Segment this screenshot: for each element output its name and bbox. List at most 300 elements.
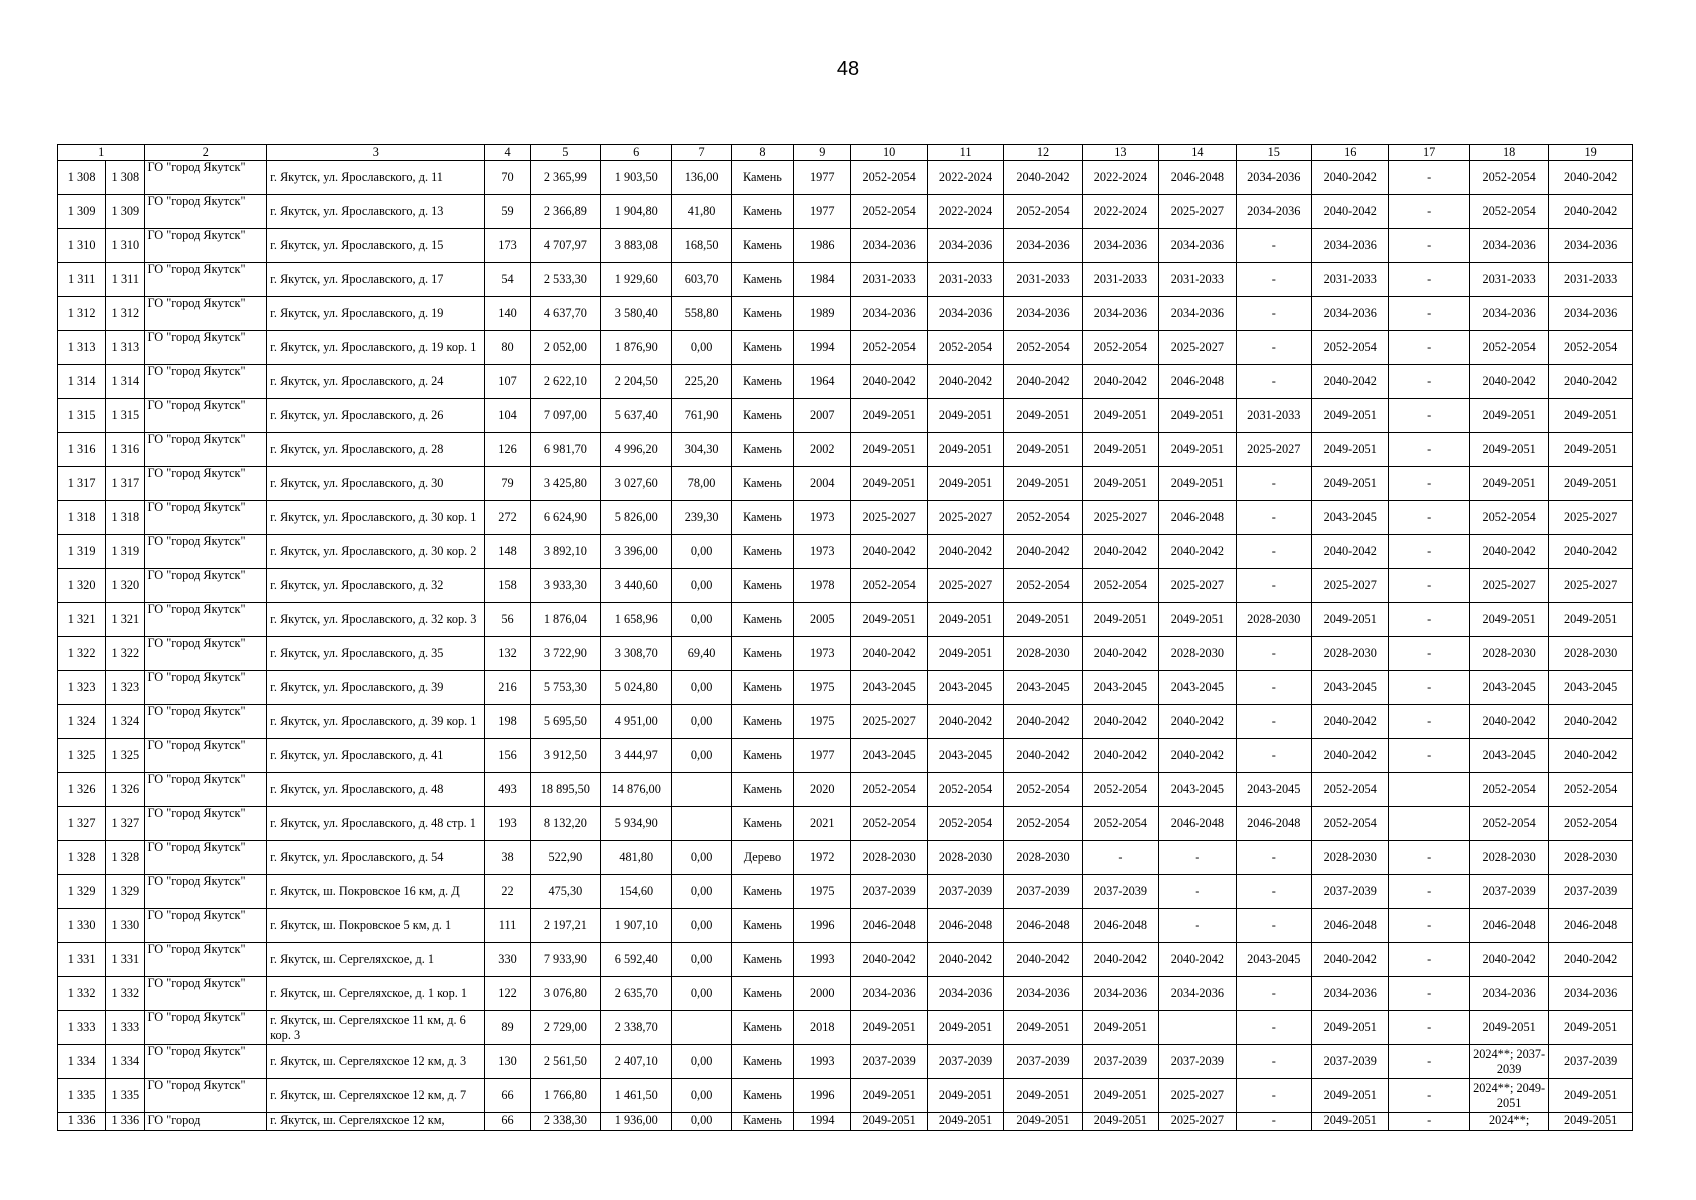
table-cell-col-3: ГО "город Якутск" xyxy=(145,1045,267,1079)
table-cell-col-14: 2031-2033 xyxy=(1082,263,1158,297)
table-cell-col-18: - xyxy=(1389,1011,1469,1045)
table-cell-col-6: 6 624,90 xyxy=(530,501,600,535)
table-cell-col-4: г. Якутск, ул. Ярославского, д. 48 xyxy=(267,773,485,807)
table-cell-col-1: 1 332 xyxy=(58,977,106,1011)
table-cell-col-2: 1 308 xyxy=(106,161,145,195)
table-cell-col-14: 2034-2036 xyxy=(1082,977,1158,1011)
table-cell-col-19: 2031-2033 xyxy=(1469,263,1548,297)
table-cell-col-20: 2052-2054 xyxy=(1549,331,1633,365)
table-cell-col-2: 1 311 xyxy=(106,263,145,297)
table-cell-col-5: 54 xyxy=(485,263,530,297)
table-cell-col-10: 1973 xyxy=(794,501,851,535)
table-cell-col-3: ГО "город Якутск" xyxy=(145,467,267,501)
table-cell-col-15: 2049-2051 xyxy=(1159,399,1236,433)
table-cell-col-14: 2040-2042 xyxy=(1082,739,1158,773)
table-cell-col-9: Камень xyxy=(731,943,793,977)
table-row xyxy=(58,1079,1633,1113)
table-cell-col-2: 1 334 xyxy=(106,1045,145,1079)
table-cell-col-11: 2049-2051 xyxy=(851,603,927,637)
table-cell-col-9: Камень xyxy=(731,1011,793,1045)
table-cell-col-9: Камень xyxy=(731,977,793,1011)
table-cell-col-3: ГО "город Якутск" xyxy=(145,773,267,807)
table-cell-col-16: - xyxy=(1236,637,1311,671)
table-cell-col-4: г. Якутск, ул. Ярославского, д. 13 xyxy=(267,195,485,229)
table-cell-col-18: - xyxy=(1389,263,1469,297)
table-cell-col-15: 2034-2036 xyxy=(1159,229,1236,263)
table-cell-col-4: г. Якутск, ул. Ярославского, д. 28 xyxy=(267,433,485,467)
table-cell-col-12: 2025-2027 xyxy=(927,569,1003,603)
table-cell-col-13: 2049-2051 xyxy=(1004,603,1082,637)
table-cell-col-18: - xyxy=(1389,1045,1469,1079)
table-cell-col-11: 2034-2036 xyxy=(851,229,927,263)
table-cell-col-10: 2005 xyxy=(794,603,851,637)
table-cell-col-3: ГО "город Якутск" xyxy=(145,501,267,535)
table-cell-col-10: 1986 xyxy=(794,229,851,263)
table-cell-col-5: 126 xyxy=(485,433,530,467)
table-cell-col-13: 2037-2039 xyxy=(1004,875,1082,909)
table-cell-col-7: 4 951,00 xyxy=(601,705,672,739)
table-cell-col-19: 2052-2054 xyxy=(1469,773,1548,807)
table-row xyxy=(58,229,1633,263)
table-cell-col-19: 2028-2030 xyxy=(1469,841,1548,875)
table-cell-col-8: 0,00 xyxy=(672,943,731,977)
table-cell-col-2: 1 324 xyxy=(106,705,145,739)
table-cell-col-6: 2 052,00 xyxy=(530,331,600,365)
table-row xyxy=(58,705,1633,739)
table-cell-col-15: 2040-2042 xyxy=(1159,705,1236,739)
table-cell-col-5: 107 xyxy=(485,365,530,399)
table-cell-col-17: 2049-2051 xyxy=(1312,1113,1389,1131)
table-cell-col-7: 1 658,96 xyxy=(601,603,672,637)
header-cell-10: 10 xyxy=(851,145,927,161)
table-cell-col-3: ГО "город Якутск" xyxy=(145,807,267,841)
table-cell-col-15: 2049-2051 xyxy=(1159,433,1236,467)
table-cell-col-1: 1 313 xyxy=(58,331,106,365)
table-cell-col-3: ГО "город Якутск" xyxy=(145,603,267,637)
table-cell-col-17: 2040-2042 xyxy=(1312,943,1389,977)
table-cell-col-12: 2049-2051 xyxy=(927,603,1003,637)
table-cell-col-12: 2034-2036 xyxy=(927,297,1003,331)
table-cell-col-3: ГО "город Якутск" xyxy=(145,263,267,297)
table-cell-col-9: Камень xyxy=(731,603,793,637)
table-cell-col-17: 2025-2027 xyxy=(1312,569,1389,603)
table-cell-col-5: 66 xyxy=(485,1079,530,1113)
table-cell-col-10: 2018 xyxy=(794,1011,851,1045)
table-cell-col-12: 2034-2036 xyxy=(927,229,1003,263)
table-cell-col-12: 2037-2039 xyxy=(927,875,1003,909)
table-cell-col-16: - xyxy=(1236,1079,1311,1113)
table-cell-col-18: - xyxy=(1389,705,1469,739)
table-cell-col-12: 2049-2051 xyxy=(927,399,1003,433)
table-cell-col-13: 2049-2051 xyxy=(1004,467,1082,501)
table-cell-col-6: 4 707,97 xyxy=(530,229,600,263)
table-cell-col-5: 22 xyxy=(485,875,530,909)
table-cell-col-11: 2049-2051 xyxy=(851,1079,927,1113)
table-row xyxy=(58,773,1633,807)
table-row xyxy=(58,365,1633,399)
table-cell-col-16: - xyxy=(1236,569,1311,603)
table-cell-col-14: 2049-2051 xyxy=(1082,1011,1158,1045)
table-cell-col-11: 2052-2054 xyxy=(851,569,927,603)
table-row xyxy=(58,297,1633,331)
table-cell-col-7: 3 580,40 xyxy=(601,297,672,331)
table-cell-col-1: 1 330 xyxy=(58,909,106,943)
table-cell-col-7: 3 027,60 xyxy=(601,467,672,501)
table-cell-col-18: - xyxy=(1389,875,1469,909)
table-cell-col-14: 2052-2054 xyxy=(1082,773,1158,807)
table-cell-col-4: г. Якутск, ш. Сергеляхское 11 км, д. 6 кор. 3 xyxy=(267,1011,485,1045)
table-cell-col-8: 0,00 xyxy=(672,1045,731,1079)
table-row xyxy=(58,671,1633,705)
table-cell-col-2: 1 331 xyxy=(106,943,145,977)
table-cell-col-4: г. Якутск, ул. Ярославского, д. 24 xyxy=(267,365,485,399)
table-cell-col-10: 1996 xyxy=(794,909,851,943)
table-cell-col-3: ГО "город Якутск" xyxy=(145,365,267,399)
table-cell-col-2: 1 333 xyxy=(106,1011,145,1045)
table-cell-col-18: - xyxy=(1389,1113,1469,1131)
table-cell-col-18: - xyxy=(1389,671,1469,705)
table-cell-col-20: 2052-2054 xyxy=(1549,773,1633,807)
table-cell-col-17: 2049-2051 xyxy=(1312,399,1389,433)
table-cell-col-1: 1 336 xyxy=(58,1113,106,1131)
table-cell-col-9: Камень xyxy=(731,263,793,297)
table-cell-col-19: 2024**; xyxy=(1469,1113,1548,1131)
table-cell-col-12: 2052-2054 xyxy=(927,773,1003,807)
table-row xyxy=(58,603,1633,637)
page-number: 48 xyxy=(836,58,860,80)
table-cell-col-3: ГО "город Якутск" xyxy=(145,331,267,365)
table-cell-col-8: 0,00 xyxy=(672,671,731,705)
table-cell-col-18: - xyxy=(1389,943,1469,977)
table-cell-col-9: Камень xyxy=(731,195,793,229)
table-cell-col-11: 2040-2042 xyxy=(851,637,927,671)
table-cell-col-2: 1 323 xyxy=(106,671,145,705)
table-cell-col-6: 3 933,30 xyxy=(530,569,600,603)
table-cell-col-4: г. Якутск, ул. Ярославского, д. 32 xyxy=(267,569,485,603)
table-cell-col-12: 2043-2045 xyxy=(927,671,1003,705)
table-cell-col-8: 0,00 xyxy=(672,331,731,365)
table-cell-col-17: 2028-2030 xyxy=(1312,637,1389,671)
table-cell-col-14: 2040-2042 xyxy=(1082,943,1158,977)
header-cell-19: 19 xyxy=(1549,145,1633,161)
table-cell-col-10: 1993 xyxy=(794,1045,851,1079)
header-cell-13: 13 xyxy=(1082,145,1158,161)
table-cell-col-1: 1 327 xyxy=(58,807,106,841)
table-cell-col-16: - xyxy=(1236,467,1311,501)
table-cell-col-2: 1 318 xyxy=(106,501,145,535)
table-cell-col-8: 0,00 xyxy=(672,705,731,739)
table-cell-col-18: - xyxy=(1389,433,1469,467)
table-cell-col-16: 2046-2048 xyxy=(1236,807,1311,841)
table-row xyxy=(58,943,1633,977)
table-cell-col-9: Камень xyxy=(731,501,793,535)
table-cell-col-14: 2049-2051 xyxy=(1082,603,1158,637)
table-header xyxy=(58,145,1633,161)
table-cell-col-10: 1994 xyxy=(794,1113,851,1131)
table-cell-col-10: 2020 xyxy=(794,773,851,807)
table-cell-col-3: ГО "город Якутск" xyxy=(145,569,267,603)
table-cell-col-8: 0,00 xyxy=(672,739,731,773)
table-cell-col-15: 2046-2048 xyxy=(1159,807,1236,841)
table-row xyxy=(58,637,1633,671)
table-cell-col-11: 2040-2042 xyxy=(851,365,927,399)
table-cell-col-6: 3 892,10 xyxy=(530,535,600,569)
table-cell-col-7: 2 338,70 xyxy=(601,1011,672,1045)
table-cell-col-9: Камень xyxy=(731,161,793,195)
table-cell-col-12: 2049-2051 xyxy=(927,433,1003,467)
table-cell-col-13: 2049-2051 xyxy=(1004,1011,1082,1045)
table-cell-col-14: 2052-2054 xyxy=(1082,331,1158,365)
table-cell-col-16: - xyxy=(1236,297,1311,331)
table-cell-col-18: - xyxy=(1389,739,1469,773)
table-cell-col-12: 2052-2054 xyxy=(927,807,1003,841)
table-cell-col-9: Камень xyxy=(731,365,793,399)
table-cell-col-20: 2049-2051 xyxy=(1549,1113,1633,1131)
table-cell-col-20: 2043-2045 xyxy=(1549,671,1633,705)
table-cell-col-9: Камень xyxy=(731,467,793,501)
table-cell-col-12: 2049-2051 xyxy=(927,1079,1003,1113)
table-cell-col-2: 1 316 xyxy=(106,433,145,467)
table-cell-col-17: 2052-2054 xyxy=(1312,331,1389,365)
header-cell-15: 15 xyxy=(1236,145,1311,161)
table-cell-col-14: 2040-2042 xyxy=(1082,705,1158,739)
table-cell-col-10: 1984 xyxy=(794,263,851,297)
table-cell-col-16: 2031-2033 xyxy=(1236,399,1311,433)
table-cell-col-4: г. Якутск, ш. Покровское 5 км, д. 1 xyxy=(267,909,485,943)
header-cell-4: 4 xyxy=(485,145,530,161)
table-cell-col-5: 156 xyxy=(485,739,530,773)
table-cell-col-3: ГО "город Якутск" xyxy=(145,977,267,1011)
table-cell-col-10: 1978 xyxy=(794,569,851,603)
table-cell-col-20: 2049-2051 xyxy=(1549,399,1633,433)
table-cell-col-1: 1 334 xyxy=(58,1045,106,1079)
table-cell-col-15: 2043-2045 xyxy=(1159,773,1236,807)
table-cell-col-3: ГО "город Якутск" xyxy=(145,1079,267,1113)
table-cell-col-14: 2046-2048 xyxy=(1082,909,1158,943)
table-cell-col-19: 2034-2036 xyxy=(1469,229,1548,263)
table-cell-col-1: 1 314 xyxy=(58,365,106,399)
table-cell-col-6: 6 981,70 xyxy=(530,433,600,467)
table-cell-col-10: 1975 xyxy=(794,705,851,739)
table-cell-col-6: 7 097,00 xyxy=(530,399,600,433)
table-row xyxy=(58,263,1633,297)
table-cell-col-8: 78,00 xyxy=(672,467,731,501)
table-cell-col-15: 2046-2048 xyxy=(1159,161,1236,195)
table-cell-col-6: 3 076,80 xyxy=(530,977,600,1011)
table-cell-col-12: 2031-2033 xyxy=(927,263,1003,297)
table-cell-col-6: 2 338,30 xyxy=(530,1113,600,1131)
table-cell-col-9: Камень xyxy=(731,1113,793,1131)
table-cell-col-18: - xyxy=(1389,909,1469,943)
table-cell-col-7: 3 396,00 xyxy=(601,535,672,569)
table-cell-col-14: 2040-2042 xyxy=(1082,365,1158,399)
table-row xyxy=(58,1045,1633,1079)
table-cell-col-15: 2046-2048 xyxy=(1159,501,1236,535)
table-cell-col-18 xyxy=(1389,807,1469,841)
table-cell-col-19: 2052-2054 xyxy=(1469,161,1548,195)
table-cell-col-10: 1996 xyxy=(794,1079,851,1113)
table-cell-col-10: 1964 xyxy=(794,365,851,399)
table-row xyxy=(58,807,1633,841)
table-cell-col-1: 1 308 xyxy=(58,161,106,195)
table-cell-col-8: 0,00 xyxy=(672,841,731,875)
table-cell-col-7: 3 444,97 xyxy=(601,739,672,773)
table-cell-col-4: г. Якутск, ул. Ярославского, д. 39 кор. 1 xyxy=(267,705,485,739)
table-cell-col-6: 2 365,99 xyxy=(530,161,600,195)
table-cell-col-13: 2052-2054 xyxy=(1004,195,1082,229)
table-cell-col-12: 2025-2027 xyxy=(927,501,1003,535)
table-cell-col-4: г. Якутск, ш. Сергеляхское 12 км, xyxy=(267,1113,485,1131)
table-cell-col-12: 2040-2042 xyxy=(927,535,1003,569)
table-cell-col-20: 2025-2027 xyxy=(1549,569,1633,603)
table-cell-col-15: 2046-2048 xyxy=(1159,365,1236,399)
table-cell-col-16: 2043-2045 xyxy=(1236,943,1311,977)
table-cell-col-2: 1 325 xyxy=(106,739,145,773)
table-cell-col-7: 1 903,50 xyxy=(601,161,672,195)
table-cell-col-17: 2037-2039 xyxy=(1312,1045,1389,1079)
table-row xyxy=(58,569,1633,603)
table-cell-col-19: 2043-2045 xyxy=(1469,671,1548,705)
table-cell-col-11: 2034-2036 xyxy=(851,977,927,1011)
table-cell-col-13: 2034-2036 xyxy=(1004,297,1082,331)
table-cell-col-18: - xyxy=(1389,1079,1469,1113)
table-cell-col-1: 1 320 xyxy=(58,569,106,603)
table-cell-col-5: 193 xyxy=(485,807,530,841)
table-cell-col-18: - xyxy=(1389,399,1469,433)
table-cell-col-13: 2040-2042 xyxy=(1004,161,1082,195)
table-cell-col-19: 2049-2051 xyxy=(1469,467,1548,501)
table-cell-col-7: 6 592,40 xyxy=(601,943,672,977)
table-cell-col-19: 2049-2051 xyxy=(1469,603,1548,637)
table-cell-col-5: 140 xyxy=(485,297,530,331)
table-cell-col-20: 2031-2033 xyxy=(1549,263,1633,297)
table-cell-col-8: 0,00 xyxy=(672,569,731,603)
table-cell-col-20: 2025-2027 xyxy=(1549,501,1633,535)
table-body xyxy=(58,161,1633,1131)
table-cell-col-8: 0,00 xyxy=(672,909,731,943)
table-cell-col-9: Камень xyxy=(731,739,793,773)
table-cell-col-8: 225,20 xyxy=(672,365,731,399)
table-cell-col-10: 2021 xyxy=(794,807,851,841)
table-cell-col-10: 2004 xyxy=(794,467,851,501)
table-cell-col-20: 2052-2054 xyxy=(1549,807,1633,841)
table-cell-col-2: 1 329 xyxy=(106,875,145,909)
table-cell-col-17: 2049-2051 xyxy=(1312,467,1389,501)
table-cell-col-17: 2043-2045 xyxy=(1312,501,1389,535)
table-cell-col-13: 2028-2030 xyxy=(1004,841,1082,875)
table-cell-col-15: - xyxy=(1159,875,1236,909)
table-cell-col-8 xyxy=(672,807,731,841)
table-cell-col-7: 2 407,10 xyxy=(601,1045,672,1079)
table-row xyxy=(58,331,1633,365)
table-cell-col-9: Камень xyxy=(731,705,793,739)
table-cell-col-1: 1 310 xyxy=(58,229,106,263)
table-cell-col-15: 2049-2051 xyxy=(1159,467,1236,501)
table-row xyxy=(58,399,1633,433)
table-cell-col-15: 2043-2045 xyxy=(1159,671,1236,705)
table-cell-col-1: 1 326 xyxy=(58,773,106,807)
table-cell-col-20: 2040-2042 xyxy=(1549,195,1633,229)
table-cell-col-10: 2007 xyxy=(794,399,851,433)
table-cell-col-4: г. Якутск, ш. Сергеляхское 12 км, д. 7 xyxy=(267,1079,485,1113)
table-cell-col-6: 1 766,80 xyxy=(530,1079,600,1113)
table-cell-col-17: 2037-2039 xyxy=(1312,875,1389,909)
table-cell-col-20: 2049-2051 xyxy=(1549,603,1633,637)
table-cell-col-13: 2049-2051 xyxy=(1004,1113,1082,1131)
table-cell-col-3: ГО "город xyxy=(145,1113,267,1131)
table-cell-col-6: 2 622,10 xyxy=(530,365,600,399)
table-row xyxy=(58,841,1633,875)
table-cell-col-5: 59 xyxy=(485,195,530,229)
table-cell-col-9: Камень xyxy=(731,569,793,603)
table-cell-col-16: - xyxy=(1236,977,1311,1011)
table-cell-col-14: 2049-2051 xyxy=(1082,467,1158,501)
table-cell-col-16: - xyxy=(1236,909,1311,943)
table-cell-col-18: - xyxy=(1389,161,1469,195)
table-cell-col-13: 2052-2054 xyxy=(1004,773,1082,807)
table-cell-col-5: 79 xyxy=(485,467,530,501)
table-cell-col-6: 2 729,00 xyxy=(530,1011,600,1045)
table-cell-col-5: 89 xyxy=(485,1011,530,1045)
table-cell-col-19: 2049-2051 xyxy=(1469,1011,1548,1045)
table-cell-col-20: 2040-2042 xyxy=(1549,943,1633,977)
table-cell-col-18: - xyxy=(1389,297,1469,331)
table-cell-col-4: г. Якутск, ш. Сергеляхское 12 км, д. 3 xyxy=(267,1045,485,1079)
table-cell-col-17: 2049-2051 xyxy=(1312,603,1389,637)
table-cell-col-7: 1 907,10 xyxy=(601,909,672,943)
table-cell-col-7: 5 934,90 xyxy=(601,807,672,841)
table-cell-col-3: ГО "город Якутск" xyxy=(145,705,267,739)
table-cell-col-20: 2049-2051 xyxy=(1549,1011,1633,1045)
table-cell-col-4: г. Якутск, ул. Ярославского, д. 32 кор. 3 xyxy=(267,603,485,637)
table-cell-col-18: - xyxy=(1389,195,1469,229)
table-cell-col-9: Камень xyxy=(731,331,793,365)
table-cell-col-20: 2049-2051 xyxy=(1549,1079,1633,1113)
table-cell-col-16: 2028-2030 xyxy=(1236,603,1311,637)
table-cell-col-10: 1973 xyxy=(794,535,851,569)
table-cell-col-17: 2040-2042 xyxy=(1312,195,1389,229)
table-cell-col-8: 239,30 xyxy=(672,501,731,535)
table-cell-col-17: 2049-2051 xyxy=(1312,1011,1389,1045)
table-cell-col-9: Камень xyxy=(731,909,793,943)
table-cell-col-18: - xyxy=(1389,501,1469,535)
table-cell-col-7: 1 461,50 xyxy=(601,1079,672,1113)
table-cell-col-19: 2034-2036 xyxy=(1469,297,1548,331)
table-cell-col-10: 1972 xyxy=(794,841,851,875)
table-row xyxy=(58,195,1633,229)
table-row xyxy=(58,909,1633,943)
table-cell-col-15 xyxy=(1159,1011,1236,1045)
table-cell-col-14: 2049-2051 xyxy=(1082,1113,1158,1131)
table-cell-col-6: 1 876,04 xyxy=(530,603,600,637)
table-cell-col-2: 1 322 xyxy=(106,637,145,671)
table-cell-col-19: 2025-2027 xyxy=(1469,569,1548,603)
table-cell-col-10: 1975 xyxy=(794,671,851,705)
table-cell-col-11: 2028-2030 xyxy=(851,841,927,875)
table-cell-col-7: 3 883,08 xyxy=(601,229,672,263)
table-cell-col-17: 2049-2051 xyxy=(1312,1079,1389,1113)
table-cell-col-2: 1 313 xyxy=(106,331,145,365)
table-cell-col-4: г. Якутск, ул. Ярославского, д. 35 xyxy=(267,637,485,671)
table-cell-col-12: 2037-2039 xyxy=(927,1045,1003,1079)
table-cell-col-5: 80 xyxy=(485,331,530,365)
table-cell-col-18: - xyxy=(1389,365,1469,399)
table-cell-col-6: 475,30 xyxy=(530,875,600,909)
table-cell-col-8: 558,80 xyxy=(672,297,731,331)
table-cell-col-14: 2034-2036 xyxy=(1082,229,1158,263)
header-cell-9: 9 xyxy=(794,145,851,161)
table-cell-col-17: 2043-2045 xyxy=(1312,671,1389,705)
